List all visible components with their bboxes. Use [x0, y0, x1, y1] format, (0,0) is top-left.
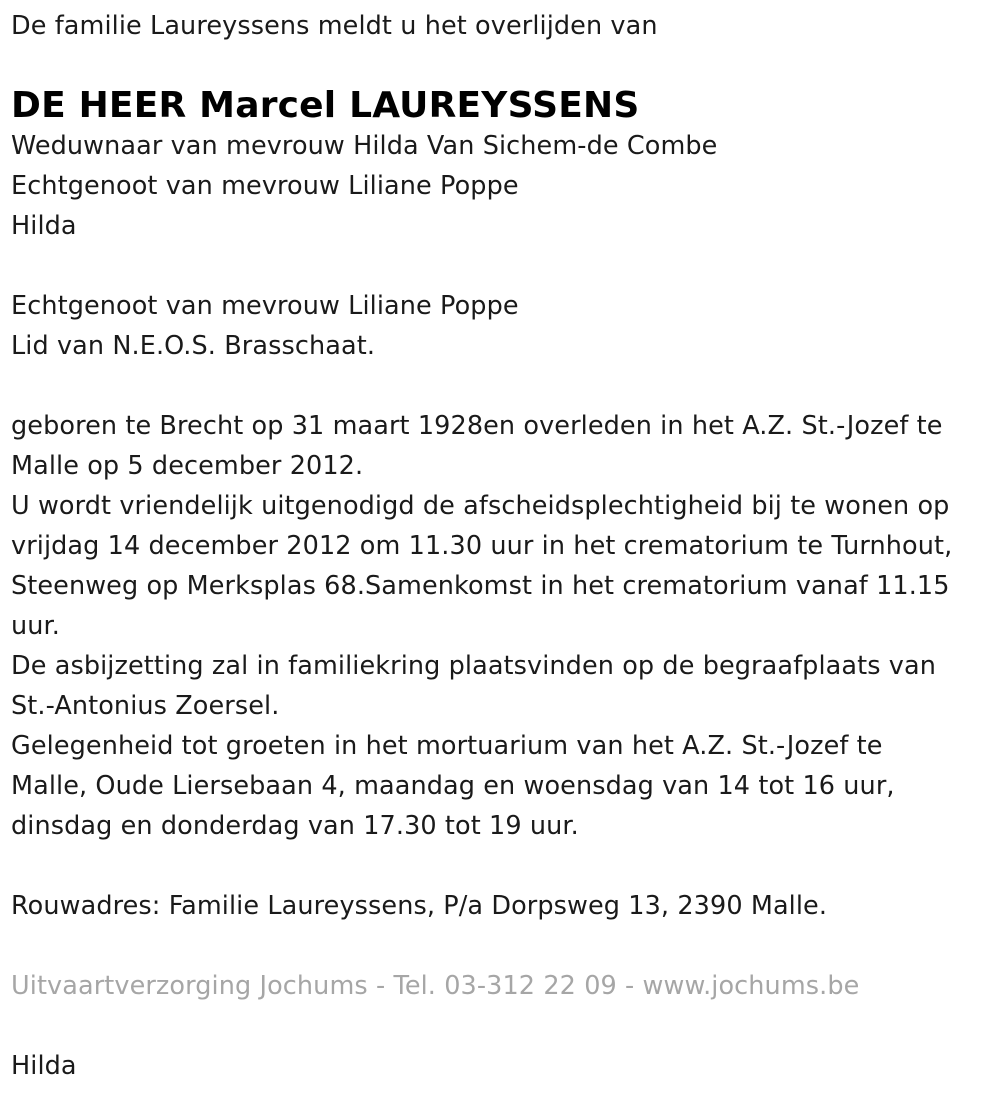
body-line: Gelegenheid tot groeten in het mortuarium van het A.Z. St.-Jozef te — [11, 731, 883, 761]
relation-line: Echtgenoot van mevrouw Liliane Poppe — [11, 171, 519, 201]
spacer — [11, 246, 996, 286]
mourning-address: Rouwadres: Familie Laureyssens, P/a Dorpsweg 13, 2390 Malle. — [11, 891, 828, 921]
relation-line: Weduwnaar van mevrouw Hilda Van Sichem-de Combe — [11, 131, 718, 161]
body-line: Steenweg op Merksplas 68.Samenkomst in het crematorium vanaf 11.15 — [11, 571, 950, 601]
relation-line: Hilda — [11, 211, 77, 241]
body-line: uur. — [11, 611, 60, 641]
deceased-name: DE HEER Marcel LAUREYSSENS — [11, 85, 640, 126]
body-line: De asbijzetting zal in familiekring plaatsvinden op de begraafplaats van — [11, 651, 936, 681]
body-line: dinsdag en donderdag van 17.30 tot 19 uur. — [11, 811, 579, 841]
spacer — [11, 846, 996, 886]
spacer — [11, 366, 996, 406]
body-line: St.-Antonius Zoersel. — [11, 691, 280, 721]
spacer — [11, 1006, 996, 1046]
spacer — [11, 926, 996, 966]
relation-line: Echtgenoot van mevrouw Liliane Poppe — [11, 291, 519, 321]
death-notice — [11, 6, 996, 1086]
body-line: geboren te Brecht op 31 maart 1928en overleden in het A.Z. St.-Jozef te — [11, 411, 943, 441]
intro-text: De familie Laureyssens meldt u het overlijden van — [11, 11, 658, 41]
funeral-director-line: Uitvaartverzorging Jochums - Tel. 03-312 22 09 - www.jochums.be — [11, 971, 860, 1001]
body-line: Malle op 5 december 2012. — [11, 451, 364, 481]
body-line: Malle, Oude Liersebaan 4, maandag en woensdag van 14 tot 16 uur, — [11, 771, 895, 801]
closing-name: Hilda — [11, 1051, 77, 1081]
body-line: vrijdag 14 december 2012 om 11.30 uur in het crematorium te Turnhout, — [11, 531, 953, 561]
body-line: U wordt vriendelijk uitgenodigd de afscheidsplechtigheid bij te wonen op — [11, 491, 950, 521]
membership-line: Lid van N.E.O.S. Brasschaat. — [11, 331, 376, 361]
